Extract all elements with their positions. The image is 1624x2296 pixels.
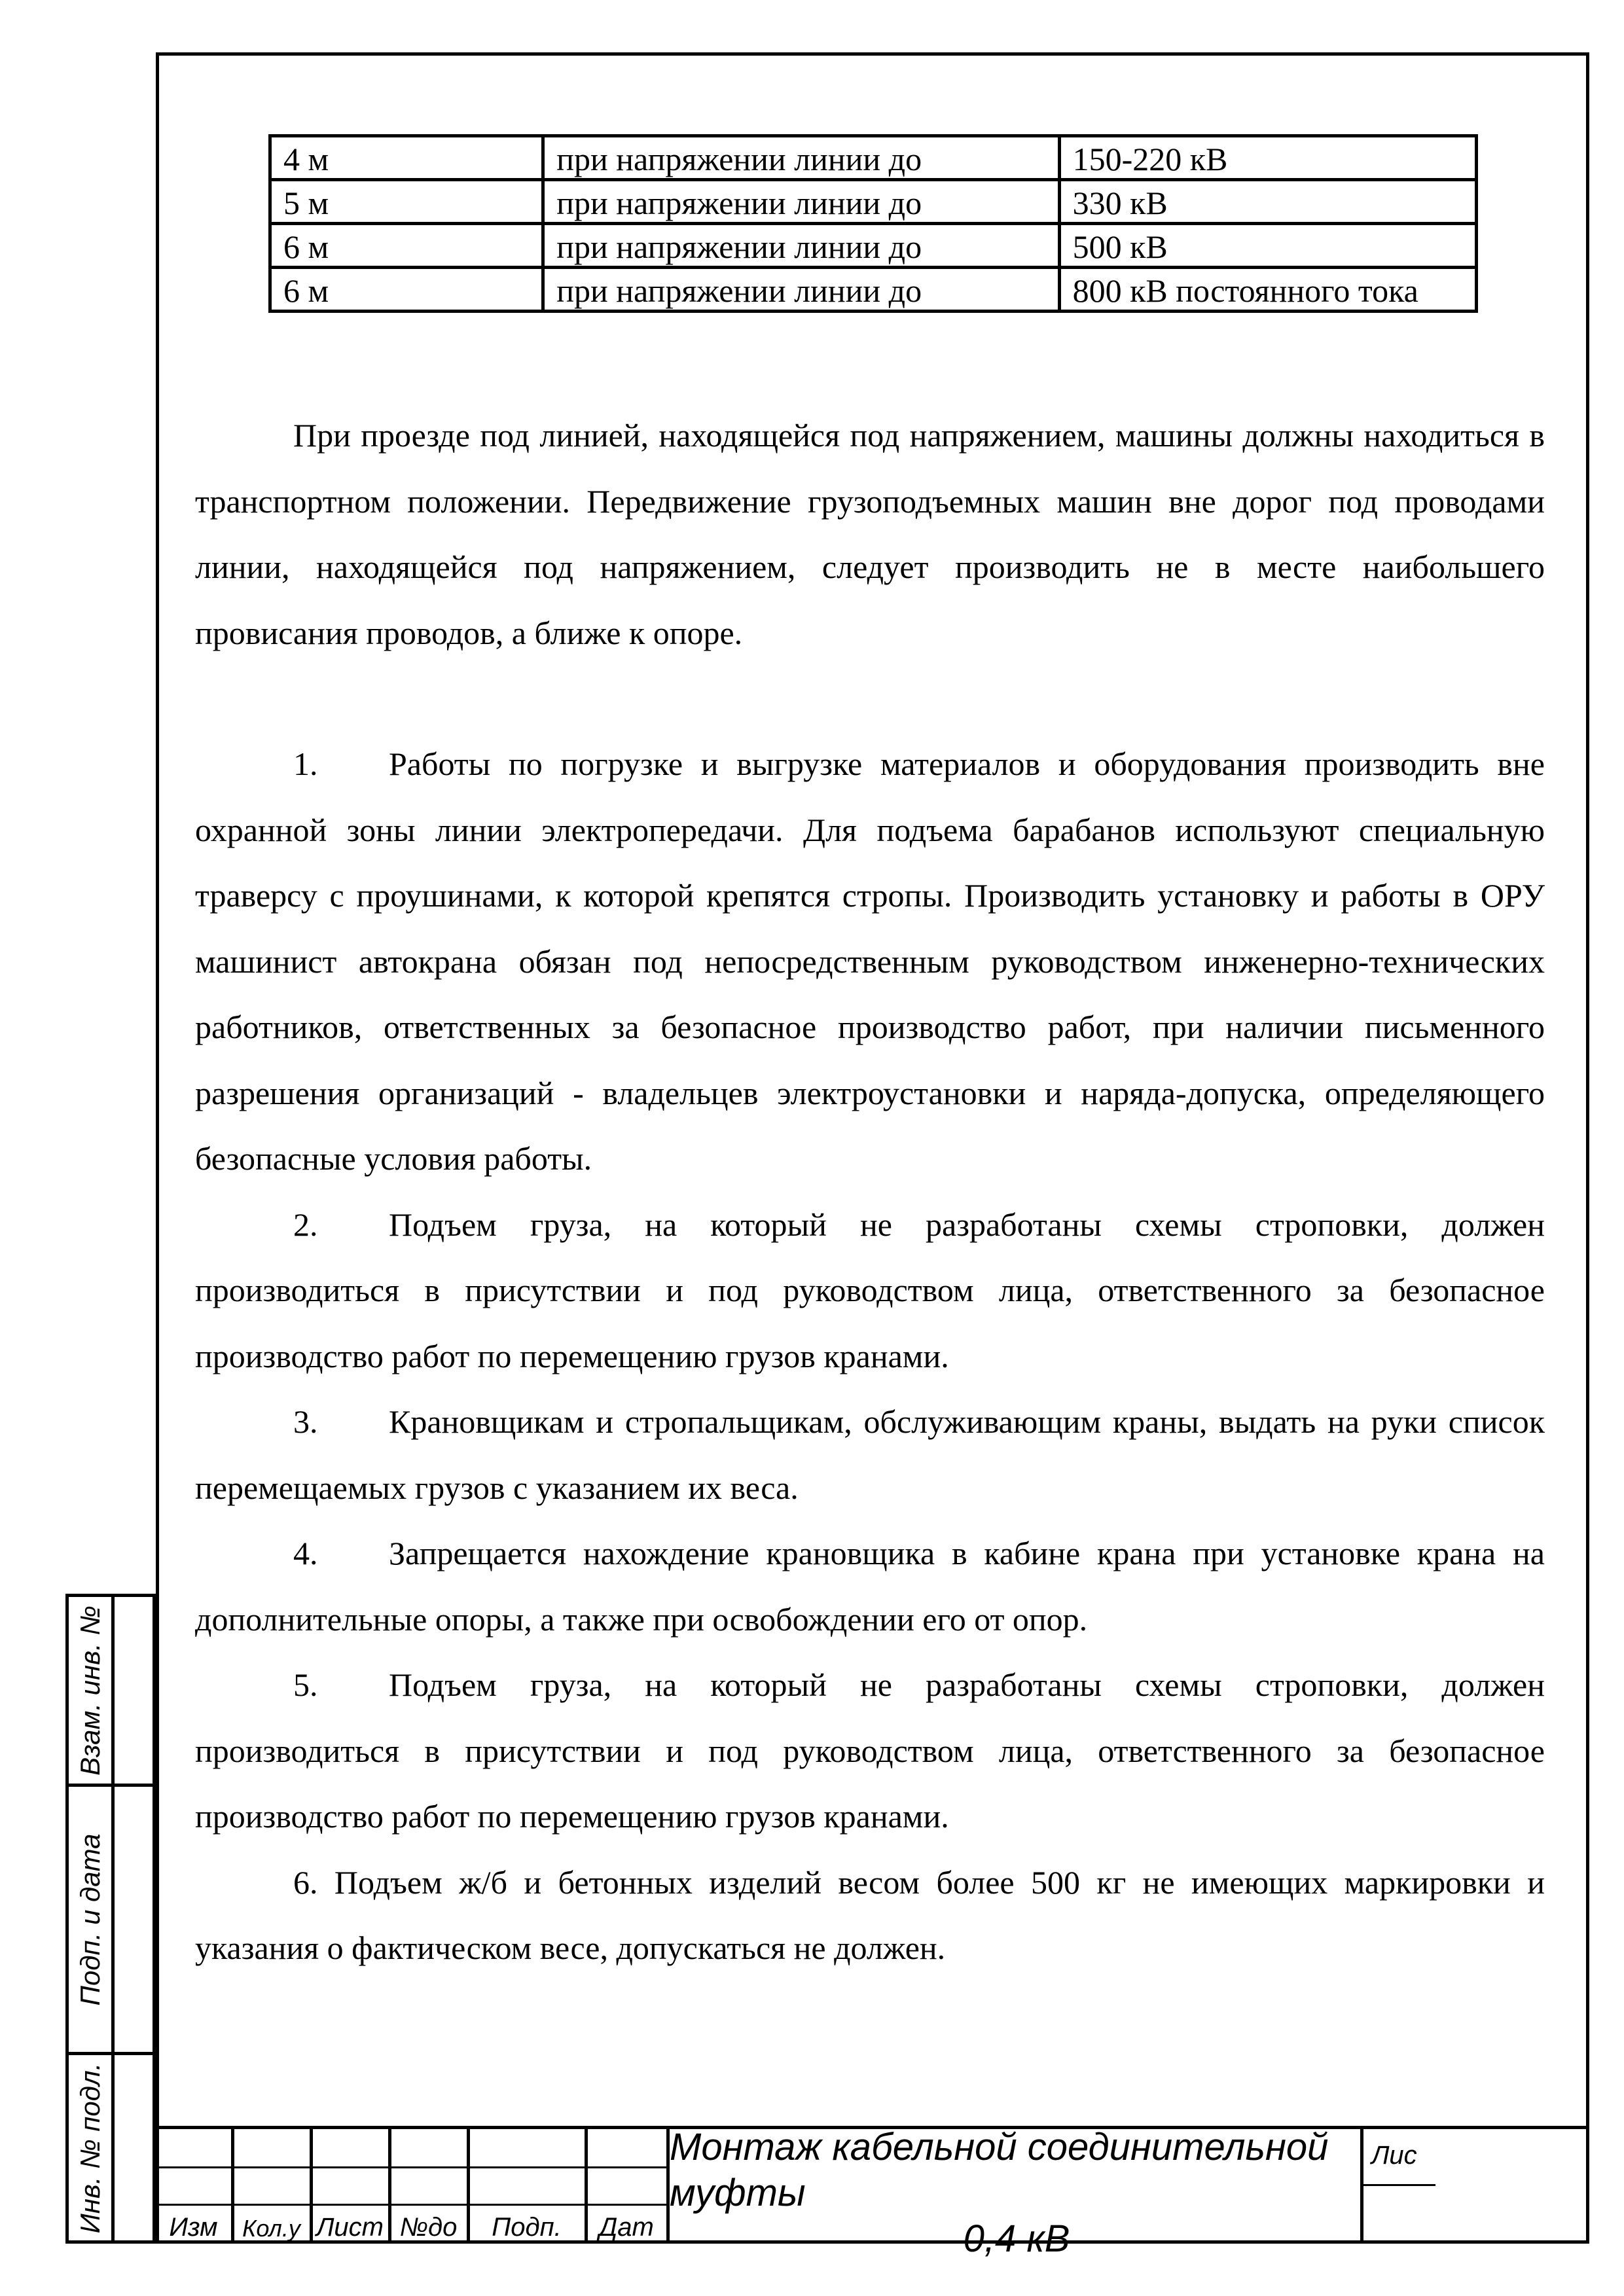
list-number: 2.	[293, 1206, 318, 1243]
list-number: 1.	[293, 745, 318, 782]
list-item	[195, 1850, 1545, 1981]
intro-paragraph: При проезде под линией, находящейся под напряжением, машины должны находиться в транспортном положении. Передвижение грузоподъемных машин вне дорог под проводами линии, находящейся под напряжением, следует производить не в месте наибольшего провисания проводов, а ближе к опоре.	[195, 417, 1545, 651]
revision-grid	[156, 2129, 666, 2244]
col-izm: Изм	[169, 2213, 218, 2242]
list-item-text: Работы по погрузке и выгрузке материалов и оборудования производить вне охранной зоны линии электропередачи. Для подъема барабанов используют специальную траверсу с проушинами, к которой крепятся стропы. Производить установку и работы в ОРУ машинист автокрана обязан под непосредственным руководством инженерно-технических работников, ответственных за безопасное производство работ, при наличии письменного разрешения организаций - владельцев электроустановки и наряда-допуска, определяющего безопасные условия работы.	[195, 745, 1545, 1177]
title-line-1: Монтаж кабельной соединительной муфты	[670, 2125, 1329, 2214]
table-cell: 6 м	[270, 224, 543, 268]
list-item	[195, 1192, 1545, 1390]
list-number: 4.	[293, 1535, 318, 1571]
title-block	[156, 2125, 1589, 2260]
table-cell: при напряжении линии до	[543, 224, 1059, 268]
sheet-label: Лис	[1371, 2141, 1417, 2170]
table-cell: 330 кВ	[1059, 180, 1476, 224]
intro-section	[195, 403, 1545, 666]
table-cell: 500 кВ	[1059, 224, 1476, 268]
sheet-number-cell	[1360, 2129, 1432, 2244]
col-list: Лист	[316, 2213, 384, 2242]
document-title	[670, 2125, 1363, 2260]
numbered-list	[195, 731, 1545, 1981]
list-item	[195, 1389, 1545, 1520]
distance-table	[268, 134, 1478, 313]
title-line-2: 0,4 кВ	[963, 2217, 1070, 2260]
list-item	[195, 1520, 1545, 1652]
col-kol: Кол.у	[242, 2215, 300, 2242]
stamp-inv-podl	[65, 2052, 156, 2244]
stamp-podp-data	[65, 1784, 156, 2055]
table-cell: при напряжении линии до	[543, 268, 1059, 312]
table-cell: 6 м	[270, 268, 543, 312]
list-number: 5.	[293, 1666, 318, 1703]
table-cell: при напряжении линии до	[543, 180, 1059, 224]
stamp-inv-label: Инв. № подл.	[74, 2062, 105, 2233]
table-cell: при напряжении линии до	[543, 136, 1059, 180]
list-item-text: Подъем ж/б и бетонных изделий весом более 500 кг не имеющих маркировки и указания о фактическом весе, допускаться не должен.	[195, 1863, 1545, 1966]
table-row	[270, 268, 1477, 312]
table-cell: 800 кВ постоянного тока	[1059, 268, 1476, 312]
col-podp: Подп.	[492, 2213, 562, 2242]
list-item	[195, 731, 1545, 1192]
list-number: 3.	[293, 1403, 318, 1440]
stamp-podp-label: Подп. и дата	[74, 1833, 105, 2005]
stamp-vzam-inv	[65, 1594, 156, 1787]
table-cell: 4 м	[270, 136, 543, 180]
list-item-text: Подъем груза, на который не разработаны схемы строповки, должен производиться в присутствии и под руководством лица, ответственного за безопасное производство работ по перемещению грузов кранами.	[195, 1206, 1545, 1374]
list-item-text: Крановщикам и стропальщикам, обслуживающим краны, выдать на руки список перемещаемых грузов с указанием их веса.	[195, 1403, 1545, 1506]
col-ndok: №до	[399, 2213, 458, 2242]
list-number: 6.	[293, 1863, 318, 1901]
table-row	[270, 180, 1477, 224]
table-row	[270, 136, 1477, 180]
table-row	[270, 224, 1477, 268]
stamp-vzam-label: Взам. инв. №	[74, 1605, 105, 1776]
list-item-text: Запрещается нахождение крановщика в кабине крана при установке крана на дополнительные опоры, а также при освобождении его от опор.	[195, 1535, 1545, 1638]
list-item	[195, 1652, 1545, 1850]
list-item-text: Подъем груза, на который не разработаны схемы строповки, должен производиться в присутствии и под руководством лица, ответственного за безопасное производство работ по перемещению грузов кранами.	[195, 1666, 1545, 1835]
table-cell: 5 м	[270, 180, 543, 224]
col-data: Дат	[599, 2213, 654, 2242]
table-cell: 150-220 кВ	[1059, 136, 1476, 180]
